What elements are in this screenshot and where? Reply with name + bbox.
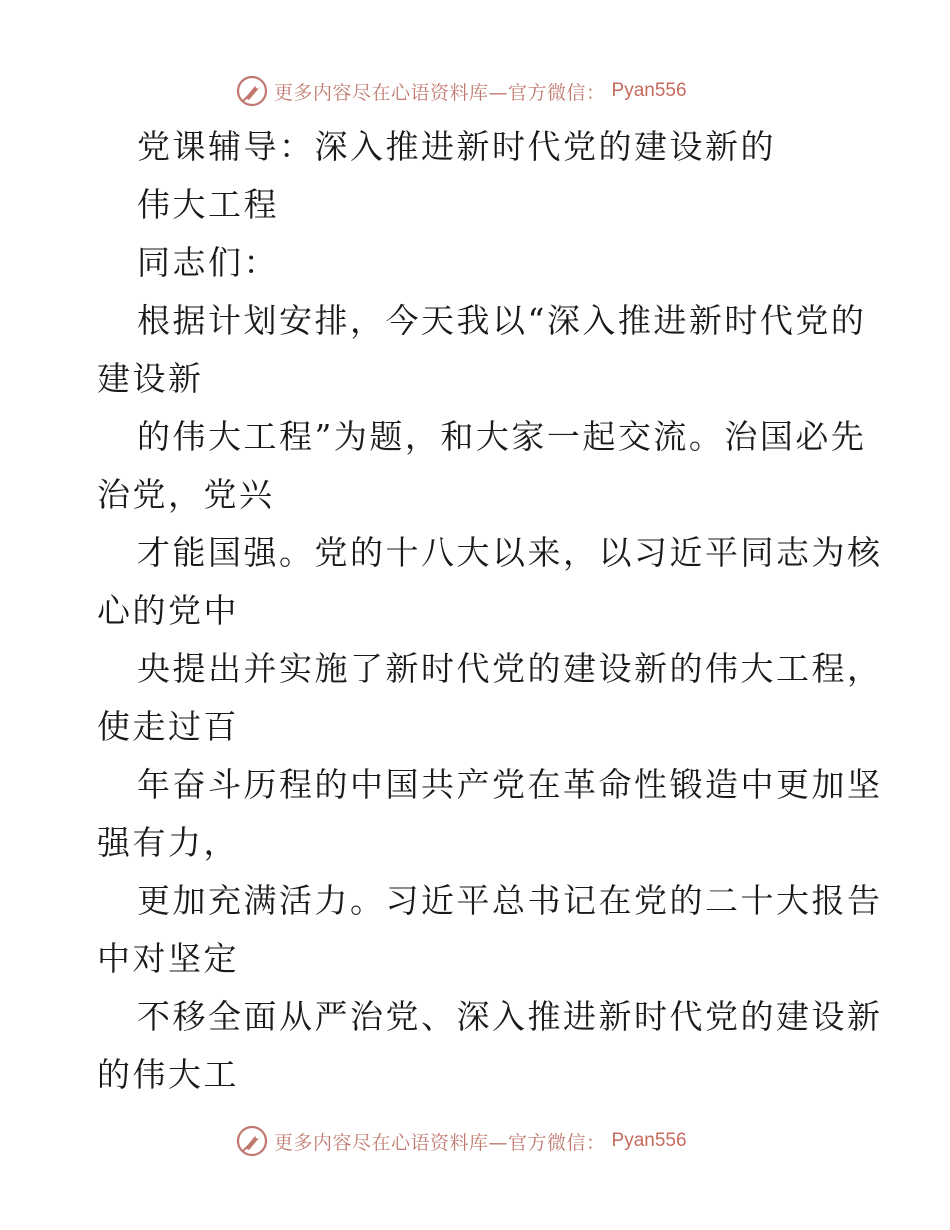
- watermark-text: 更多内容尽在心语资料库—官方微信：: [274, 81, 606, 104]
- body-line: 的伟大工程”为题，和大家一起交流。治国必先: [137, 417, 867, 456]
- document-body: [97, 118, 883, 1104]
- watermark-text: 更多内容尽在心语资料库—官方微信：: [274, 1131, 606, 1154]
- pen-nib-logo-icon: [236, 1125, 268, 1157]
- body-line: 不移全面从严治党、深入推进新时代党的建设新: [137, 997, 883, 1036]
- body-line: 根据计划安排，今天我以“深入推进新时代党的: [137, 301, 867, 340]
- body-line: 治党，党兴: [97, 475, 275, 514]
- body-line: 才能国强。党的十八大以来，以习近平同志为核: [137, 533, 883, 572]
- body-line: 央提出并实施了新时代党的建设新的伟大工程，: [137, 649, 883, 688]
- salutation: 同志们：: [137, 243, 279, 282]
- footer-watermark: [236, 1124, 687, 1158]
- body-line: 使走过百: [97, 707, 239, 746]
- title-line-1: 党课辅导：深入推进新时代党的建设新的: [137, 127, 776, 166]
- title-line-2: 伟大工程: [137, 185, 279, 224]
- body-line: 年奋斗历程的中国共产党在革命性锻造中更加坚: [137, 765, 883, 804]
- pen-nib-logo-icon: [236, 75, 268, 107]
- body-line: 建设新: [97, 359, 204, 398]
- body-line: 心的党中: [97, 591, 239, 630]
- watermark-wechat-id: Pyan556: [611, 1130, 687, 1151]
- watermark-wechat-id: Pyan556: [611, 80, 687, 101]
- body-line: 的伟大工: [97, 1055, 239, 1094]
- body-line: 更加充满活力。习近平总书记在党的二十大报告: [137, 881, 883, 920]
- body-line: 中对坚定: [97, 939, 239, 978]
- body-line: 强有力，: [97, 823, 239, 862]
- header-watermark: [236, 74, 687, 108]
